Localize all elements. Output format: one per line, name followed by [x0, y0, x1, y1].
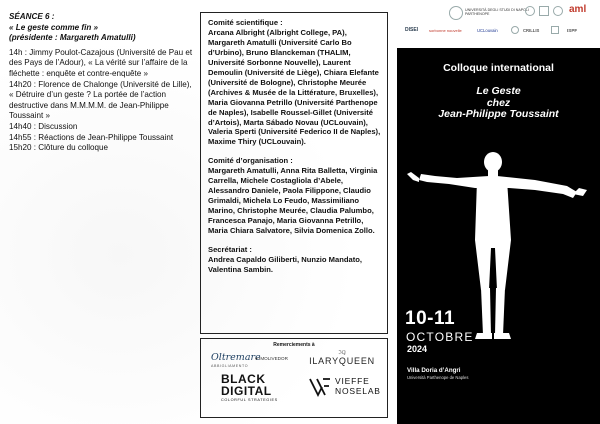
colloque-label: Colloque international: [443, 62, 554, 74]
vieffe-mark-icon: [309, 376, 331, 398]
poster-title: [397, 86, 600, 121]
black-digital-line2: DIGITAL: [221, 384, 272, 398]
parthenope-seal-icon: [449, 6, 463, 20]
program-item: 14h20 : Florence de Chalonge (Université de Lille), « Détruire d’un geste ? La portée de l’action destructive dans M.M.M.M. de Jean-Philippe Toussaint »: [9, 79, 192, 121]
program-item: 15h20 : Clôture du colloque: [9, 143, 108, 153]
secretariat: [208, 245, 381, 275]
event-year: 2024: [407, 344, 428, 354]
scientific-members: Arcana Albright (Albright College, PA), Margareth Amatulli (Université Carlo Bo d’Urbino), Bruno Blanckeman (THALIM, Université Sorbonne Nouvelle), Laurent Demoulin (Université de Liège), Chiara Elefante (Université de Bologne), Christophe Meurée (Archives & Musée de la Littérature, Bruxelles), Maria Giovanna Petrillo (Université Parthenope de Naples), Isabelle Roussel-Gillet (Université d’Artois), Marta Sábado Novau (UCLouvain), Valeria Sperti (Université Federico II de Naples), Maxime Thiry (UCLouvain).: [208, 27, 381, 147]
black-digital-tag: COLORFUL STRATEGIES: [221, 398, 278, 402]
event-month: OCTOBRE: [406, 330, 474, 344]
partner-round-icon: [511, 26, 519, 34]
black-digital-line1: BLACK: [221, 372, 266, 386]
program-item: 14h : Jimmy Poulot-Cazajous (Université de Pau et des Pays de l’Adour), « La vérité sur l’affaire de la fléchette : enquête et contre-enquête »: [9, 47, 193, 78]
sponsors-title: Remerciements à: [273, 342, 315, 348]
title-line-3: Jean-Philippe Toussaint: [438, 108, 559, 120]
scientific-committee: [208, 18, 381, 147]
partner-square-icon: [551, 26, 559, 34]
ilaryqueen-logo: [301, 350, 383, 366]
ilaryqueen-mark: ℑℚ: [338, 350, 346, 356]
vieffe-name: VIEFFE: [335, 376, 370, 386]
parthenope-logo: UNIVERSITÀ DEGLI STUDI DI NAPOLI PARTHENOPE: [465, 8, 529, 17]
scientific-heading: Comité scientifique :: [208, 18, 283, 27]
disei-logo: DISEI: [405, 27, 419, 33]
committees-box: [200, 12, 388, 334]
session-title: SÉANCE 6 :: [9, 12, 55, 21]
partner-crest-icon: [553, 6, 563, 16]
organising-heading: Comité d’organisation :: [208, 156, 293, 166]
event-venue: Villa Doria d’Angri: [407, 367, 461, 374]
louvain-logo: UCLouvain: [477, 28, 498, 33]
sponsors-box: [200, 338, 388, 418]
title-line-2: chez: [486, 96, 511, 109]
session-name: « Le geste comme fin »: [9, 22, 99, 32]
program-item: 14h40 : Discussion: [9, 121, 78, 131]
aml-logo: aml: [569, 4, 587, 15]
organising-committee: [208, 156, 381, 236]
program-column: [9, 12, 195, 154]
sorbonne-logo: sorbonne nouvelle: [429, 28, 462, 33]
oltremare-logo: [211, 352, 295, 368]
black-digital-logo: [221, 373, 301, 402]
secretariat-heading: Secrétariat :: [208, 245, 252, 255]
ilaryqueen-name: ILARYQUEEN: [309, 356, 375, 366]
organising-members: Margareth Amatulli, Anna Rita Balletta, Virginia Carrella, Michele Costagliola d’Abele, Alessandro Daniele, Paola Filippone, Claudio Grimaldi, Michela Lo Feudo, Massimiliano Marino, Christophe Meurée, Claudia Palumbo, Francesca Panajo, Maria Giovanna Petrillo, Maria Chiara Salvatore, Silvia Domenica Zollo.: [208, 166, 378, 236]
event-venue-sub: Università Parthenope de Naples: [407, 375, 469, 380]
partner-emblem-icon: [539, 6, 549, 16]
program-list: [9, 48, 195, 154]
title-line-1: Le Geste: [476, 85, 521, 97]
secretariat-members: Andrea Capaldo Giliberti, Nunzio Mandato, Valentina Sambin.: [208, 254, 362, 274]
ispf-logo: ISPF: [567, 28, 578, 33]
partner-logos-strip: [397, 0, 600, 48]
crillis-logo: CRILLIS: [523, 28, 540, 33]
partner-seal-icon: [525, 6, 535, 16]
session-chair: (présidente : Margareth Amatulli): [9, 33, 136, 43]
oltremare-tag: ABBIGLIAMENTO: [211, 364, 249, 368]
program-item: 14h55 : Réactions de Jean-Philippe Toussaint: [9, 132, 174, 142]
event-dates: 10-11: [405, 308, 456, 329]
poster-panel: [397, 0, 600, 424]
oltremare-partner: ● IMOLIVEDOR: [255, 356, 288, 361]
noselab-name: NOSELAB: [335, 386, 381, 396]
oltremare-name: Oltremare: [211, 352, 261, 363]
